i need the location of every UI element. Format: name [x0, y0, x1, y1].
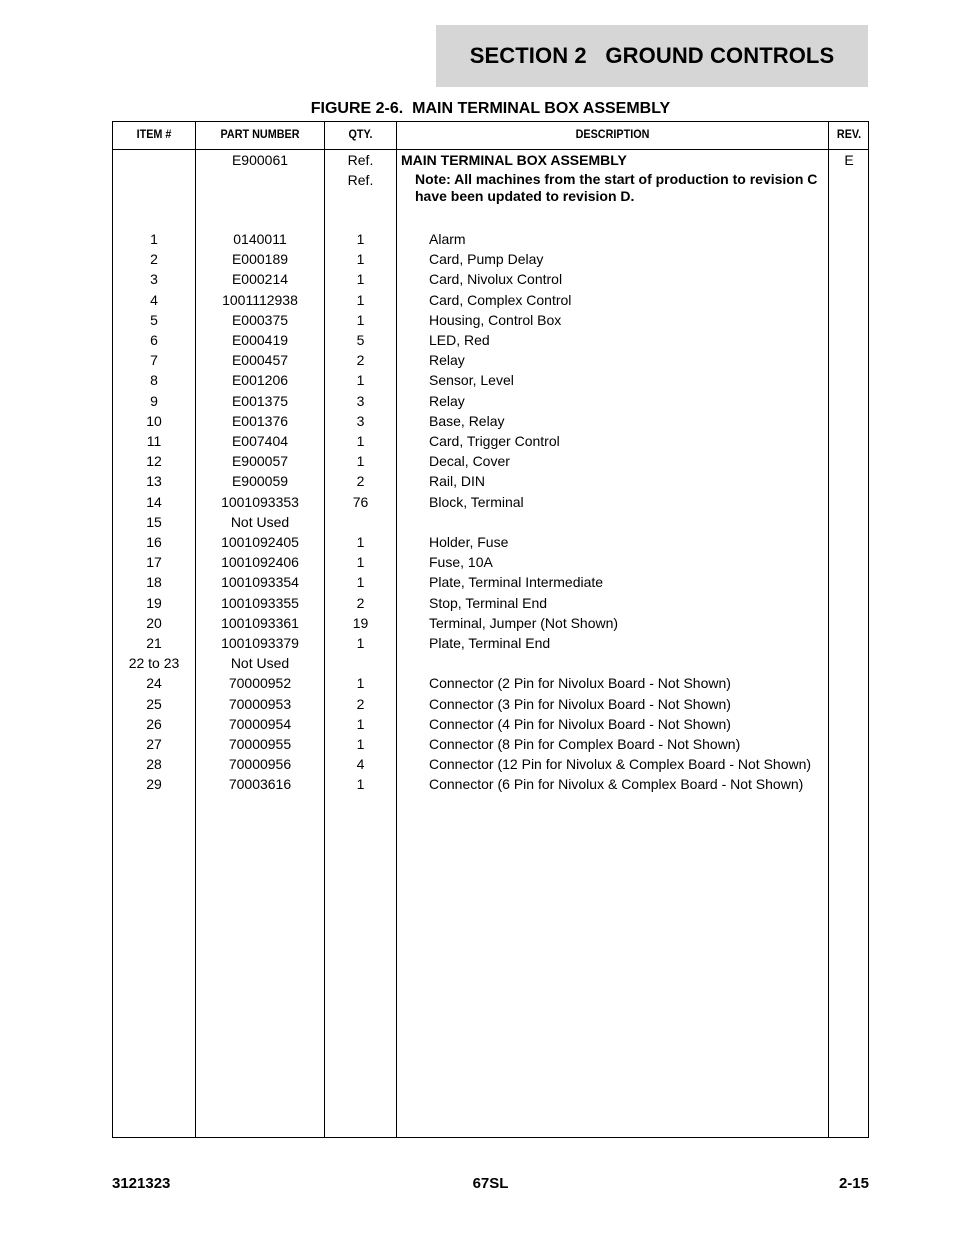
item-number: 5 [150, 311, 158, 328]
quantity: 1 [356, 453, 365, 470]
description: Card, Pump Delay [429, 251, 544, 268]
quantity: 2 [356, 594, 365, 611]
part-number: 70000952 [228, 675, 292, 692]
part-number: E000375 [231, 311, 289, 328]
part-number: Not Used [230, 513, 290, 530]
part-number: E000214 [231, 271, 289, 288]
quantity: 19 [352, 614, 369, 631]
part-number: 1001093353 [221, 493, 299, 510]
description: Base, Relay [429, 412, 505, 429]
quantity: 3 [356, 412, 365, 429]
item-number: 26 [146, 715, 162, 732]
quantity: 1 [356, 554, 365, 571]
description: Plate, Terminal End [429, 635, 551, 651]
footer-model: 67SL [472, 1175, 509, 1192]
note-qty: Ref. [347, 172, 374, 188]
quantity: 1 [356, 372, 365, 389]
figure-title: FIGURE 2-6. MAIN TERMINAL BOX ASSEMBLY [310, 100, 671, 117]
item-number: 8 [150, 372, 158, 389]
quantity: 3 [356, 392, 365, 409]
part-number: 1001093355 [221, 594, 299, 611]
item-number: 22 to 23 [128, 655, 180, 672]
part-number: 70000954 [228, 715, 292, 732]
item-number: 17 [146, 554, 162, 571]
quantity: 4 [356, 756, 365, 773]
column-header-part-number: PART NUMBER [220, 127, 300, 141]
quantity: 1 [356, 574, 365, 591]
part-number: E900057 [231, 453, 289, 470]
quantity: 1 [356, 251, 365, 268]
note-text: Note: All machines from the start of production to revision C have been updated to revision D. [415, 171, 818, 204]
footer-doc-number: 3121323 [112, 1175, 171, 1192]
item-number: 7 [150, 352, 158, 369]
note-row [113, 170, 868, 210]
description: Relay [429, 392, 465, 409]
description: Connector (3 Pin for Nivolux Board - Not Shown) [429, 695, 731, 712]
description: Stop, Terminal End [429, 594, 548, 611]
part-number: 1001093379 [221, 635, 299, 651]
part-number: 1001093354 [221, 574, 299, 591]
part-number: 0140011 [233, 231, 287, 247]
table-row [113, 290, 868, 310]
item-number: 19 [146, 594, 162, 611]
part-number: E001375 [231, 392, 289, 409]
quantity: 1 [356, 271, 365, 288]
description: Housing, Control Box [429, 311, 562, 328]
description: Card, Nivolux Control [429, 271, 563, 288]
description: Terminal, Jumper (Not Shown) [429, 614, 619, 631]
column-header-rev: REV. [836, 127, 862, 141]
description: Connector (6 Pin for Nivolux & Complex Board - Not Shown) [429, 776, 804, 793]
column-header-description: DESCRIPTION [575, 127, 650, 141]
quantity: 76 [352, 493, 369, 510]
item-number: 9 [150, 392, 158, 409]
part-number: 1001112938 [222, 291, 298, 308]
table-row [113, 734, 868, 754]
footer-page-number: 2-15 [838, 1175, 869, 1192]
description: Fuse, 10A [429, 554, 493, 571]
part-number: 70000956 [228, 756, 292, 773]
table-row [113, 370, 868, 390]
description: Rail, DIN [429, 473, 486, 490]
part-number: 70000953 [228, 695, 292, 712]
table-row [113, 411, 868, 431]
item-number: 3 [150, 271, 158, 288]
table-row [113, 512, 868, 532]
part-number: 70003616 [228, 776, 292, 793]
assembly-row [113, 150, 868, 170]
description: Card, Complex Control [429, 291, 572, 308]
section-title: GROUND CONTROLS [605, 43, 835, 68]
quantity: 1 [356, 231, 365, 247]
item-number: 18 [146, 574, 162, 591]
item-number: 4 [150, 291, 158, 308]
table-row [113, 249, 868, 269]
quantity: 1 [356, 311, 365, 328]
table-row [113, 572, 868, 592]
description: Card, Trigger Control [429, 433, 560, 449]
quantity: 1 [356, 433, 365, 449]
item-number: 27 [146, 736, 162, 752]
quantity: 5 [356, 332, 365, 348]
item-number: 16 [146, 534, 162, 550]
description: Relay [429, 352, 465, 369]
quantity: 2 [356, 473, 365, 490]
description: Connector (8 Pin for Complex Board - Not Shown) [429, 736, 741, 752]
section-header [436, 25, 868, 87]
assembly-rev: E [844, 152, 854, 168]
description: Alarm [429, 231, 466, 247]
assembly-description: MAIN TERMINAL BOX ASSEMBLY [401, 152, 627, 168]
item-number: 11 [146, 433, 162, 449]
table-header [113, 122, 868, 150]
description: Plate, Terminal Intermediate [429, 574, 604, 591]
table-row [113, 451, 868, 471]
quantity: 1 [356, 635, 365, 651]
item-number: 28 [146, 756, 162, 773]
item-number: 15 [146, 513, 162, 530]
description: Holder, Fuse [429, 534, 509, 550]
assembly-part-number: E900061 [231, 152, 289, 168]
part-number: 1001092405 [221, 534, 299, 550]
table-row [113, 673, 868, 693]
part-number: Not Used [230, 655, 290, 672]
table-row [113, 754, 868, 774]
quantity: 1 [356, 291, 365, 308]
table-row [113, 492, 868, 512]
description: Sensor, Level [429, 372, 514, 389]
description: Block, Terminal [429, 493, 524, 510]
description: Decal, Cover [429, 453, 510, 470]
item-number: 2 [150, 251, 158, 268]
item-number: 14 [146, 493, 162, 510]
description: LED, Red [429, 332, 490, 348]
parts-table [112, 121, 869, 1138]
quantity: 2 [356, 352, 365, 369]
section-number: SECTION 2 [469, 43, 587, 68]
part-number: E000457 [231, 352, 289, 369]
table-row [113, 391, 868, 411]
quantity: 2 [356, 695, 365, 712]
item-number: 24 [146, 675, 162, 692]
table-row [113, 633, 868, 653]
part-number: E007404 [231, 433, 289, 449]
column-header-qty: QTY. [348, 127, 373, 141]
item-number: 25 [146, 695, 162, 712]
table-row [113, 431, 868, 451]
quantity: 1 [356, 776, 365, 793]
part-number: 1001092406 [221, 554, 299, 571]
part-number: E000189 [231, 251, 289, 268]
table-row [113, 310, 868, 330]
part-number: E001206 [231, 372, 289, 389]
quantity: 1 [356, 675, 365, 692]
column-header-item: ITEM # [136, 127, 172, 141]
table-row [113, 471, 868, 491]
part-number: E900059 [231, 473, 289, 490]
part-number: 70000955 [228, 736, 292, 752]
item-number: 13 [146, 473, 162, 490]
table-row [113, 714, 868, 734]
quantity: 1 [356, 715, 365, 732]
table-row [113, 269, 868, 289]
table-row [113, 552, 868, 572]
table-row [113, 593, 868, 613]
item-number: 20 [146, 614, 162, 631]
table-row [113, 350, 868, 370]
item-number: 1 [150, 231, 158, 247]
part-number: E001376 [231, 412, 289, 429]
item-number: 21 [146, 635, 162, 651]
table-row [113, 532, 868, 552]
table-row [113, 229, 868, 249]
quantity: 1 [356, 736, 365, 752]
table-row [113, 694, 868, 714]
table-row [113, 653, 868, 673]
part-number: 1001093361 [221, 614, 299, 631]
description: Connector (12 Pin for Nivolux & Complex Board - Not Shown) [429, 756, 812, 773]
item-number: 10 [146, 412, 162, 429]
description: Connector (4 Pin for Nivolux Board - Not Shown) [429, 715, 731, 732]
part-number: E000419 [231, 332, 289, 348]
assembly-qty: Ref. [347, 152, 374, 168]
table-row [113, 330, 868, 350]
item-number: 12 [146, 453, 162, 470]
table-row [113, 774, 868, 794]
quantity: 1 [356, 534, 365, 550]
item-number: 29 [146, 776, 162, 793]
description: Connector (2 Pin for Nivolux Board - Not Shown) [429, 675, 731, 692]
table-row [113, 613, 868, 633]
item-number: 6 [150, 332, 158, 348]
